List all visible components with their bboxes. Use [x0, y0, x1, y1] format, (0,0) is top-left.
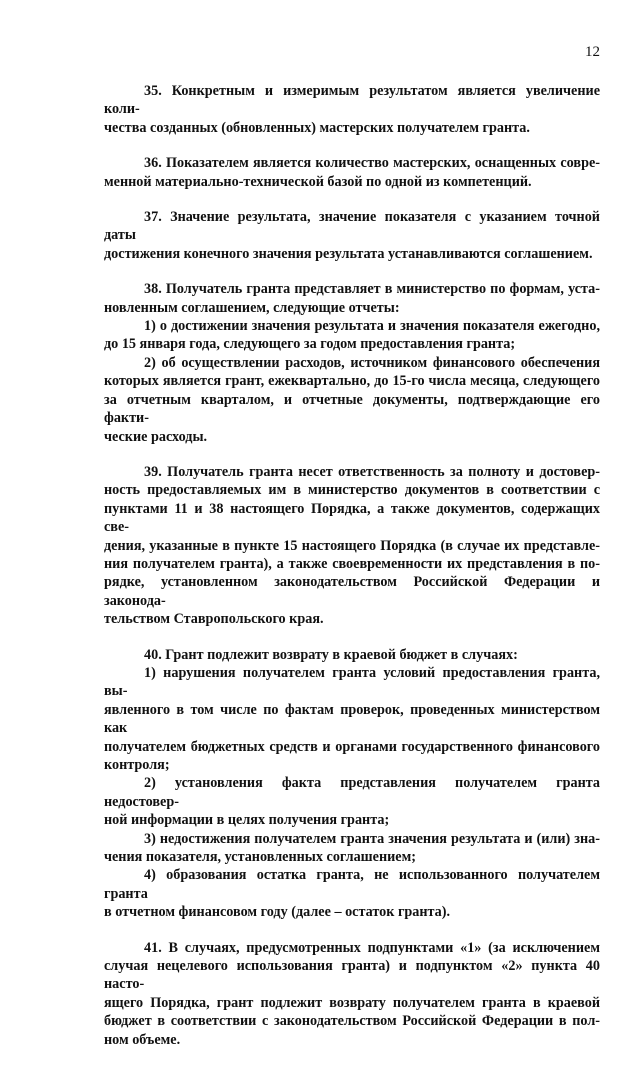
document-body — [104, 82, 600, 1066]
paragraph — [104, 208, 600, 263]
paragraph — [104, 939, 600, 1049]
paragraph-line: ния получателем гранта), а также своевременности их представления в по- — [104, 555, 600, 572]
paragraph-line: достижения конечного значения результата устанавливаются соглашением. — [104, 245, 593, 262]
paragraph-line: 4) образования остатка гранта, не использованного получателем гранта — [104, 867, 600, 902]
paragraph-line: менной материально-технической базой по одной из компетенций. — [104, 173, 532, 190]
paragraph-line: 1) нарушения получателем гранта условий предоставления гранта, вы- — [104, 664, 600, 700]
paragraph-line: ящего Порядка, грант подлежит возврату получателем гранта в краевой — [104, 994, 600, 1011]
paragraph-line: в отчетном финансовом году (далее – остаток гранта). — [104, 904, 451, 921]
paragraph-line: 36. Показателем является количество мастерских, оснащенных совре- — [144, 155, 600, 172]
paragraph-line: тельством Ставропольского края. — [104, 611, 324, 628]
paragraph-line: 41. В случаях, предусмотренных подпунктами «1» (за исключением — [144, 939, 600, 956]
paragraph-line: ном объеме. — [104, 1031, 181, 1048]
paragraph-line: за отчетным кварталом, и отчетные документы, подтверждающие его факти- — [104, 391, 600, 427]
paragraph-line: 38. Получатель гранта представляет в министерство по формам, уста- — [144, 281, 600, 298]
paragraph-line: явленного в том числе по фактам проверок, проведенных министерством как — [104, 701, 600, 737]
paragraph-line: 1) о достижении значения результата и значения показателя ежегодно, — [144, 318, 600, 335]
paragraph-line: которых является грант, ежеквартально, до 15-го числа месяца, следующего — [104, 373, 600, 390]
paragraph-line: дения, указанные в пункте 15 настоящего Порядка (в случае их представле- — [104, 537, 600, 554]
paragraph-line: случая нецелевого использования гранта) и подпунктом «2» пункта 40 насто- — [104, 958, 600, 993]
paragraph-line: до 15 января года, следующего за годом предоставления гранта; — [104, 336, 516, 353]
paragraph-line: чества созданных (обновленных) мастерских получателем гранта. — [104, 119, 530, 136]
page-number: 12 — [585, 44, 600, 60]
paragraph — [104, 154, 600, 191]
paragraph — [104, 280, 600, 446]
paragraph-line: контроля; — [104, 757, 170, 773]
paragraph-line: получателем бюджетных средств и органами государственного финансового — [104, 738, 600, 755]
paragraph-line: ной информации в целях получения гранта; — [104, 812, 390, 829]
paragraph — [104, 646, 600, 922]
paragraph-line: 39. Получатель гранта несет ответственность за полноту и достовер- — [144, 463, 600, 480]
paragraph-line: рядке, установленном законодательством Российской Федерации и законода- — [104, 574, 600, 609]
paragraph-line: 37. Значение результата, значение показателя с указанием точной даты — [104, 209, 600, 244]
paragraph-line: чения показателя, установленных соглашением; — [104, 849, 416, 866]
paragraph-line: 2) установления факта представления получателем гранта недостовер- — [104, 775, 600, 810]
paragraph — [104, 82, 600, 137]
paragraph — [104, 463, 600, 629]
paragraph-line: ность предоставляемых им в министерство документов в соответствии с — [104, 482, 600, 499]
paragraph-line: 35. Конкретным и измеримым результатом является увеличение коли- — [104, 83, 600, 118]
paragraph-line: 2) об осуществлении расходов, источником финансового обеспечения — [144, 354, 600, 371]
paragraph-line: 3) недостижения получателем гранта значения результата и (или) зна- — [144, 830, 600, 847]
paragraph-line: пунктами 11 и 38 настоящего Порядка, а также документов, содержащих све- — [104, 500, 600, 536]
paragraph-line: новленным соглашением, следующие отчеты: — [104, 299, 400, 316]
paragraph-line: бюджет в соответствии с законодательством Российской Федерации в пол- — [104, 1013, 600, 1030]
paragraph-line: 40. Грант подлежит возврату в краевой бюджет в случаях: — [144, 646, 518, 663]
paragraph-line: ческие расходы. — [104, 428, 208, 445]
